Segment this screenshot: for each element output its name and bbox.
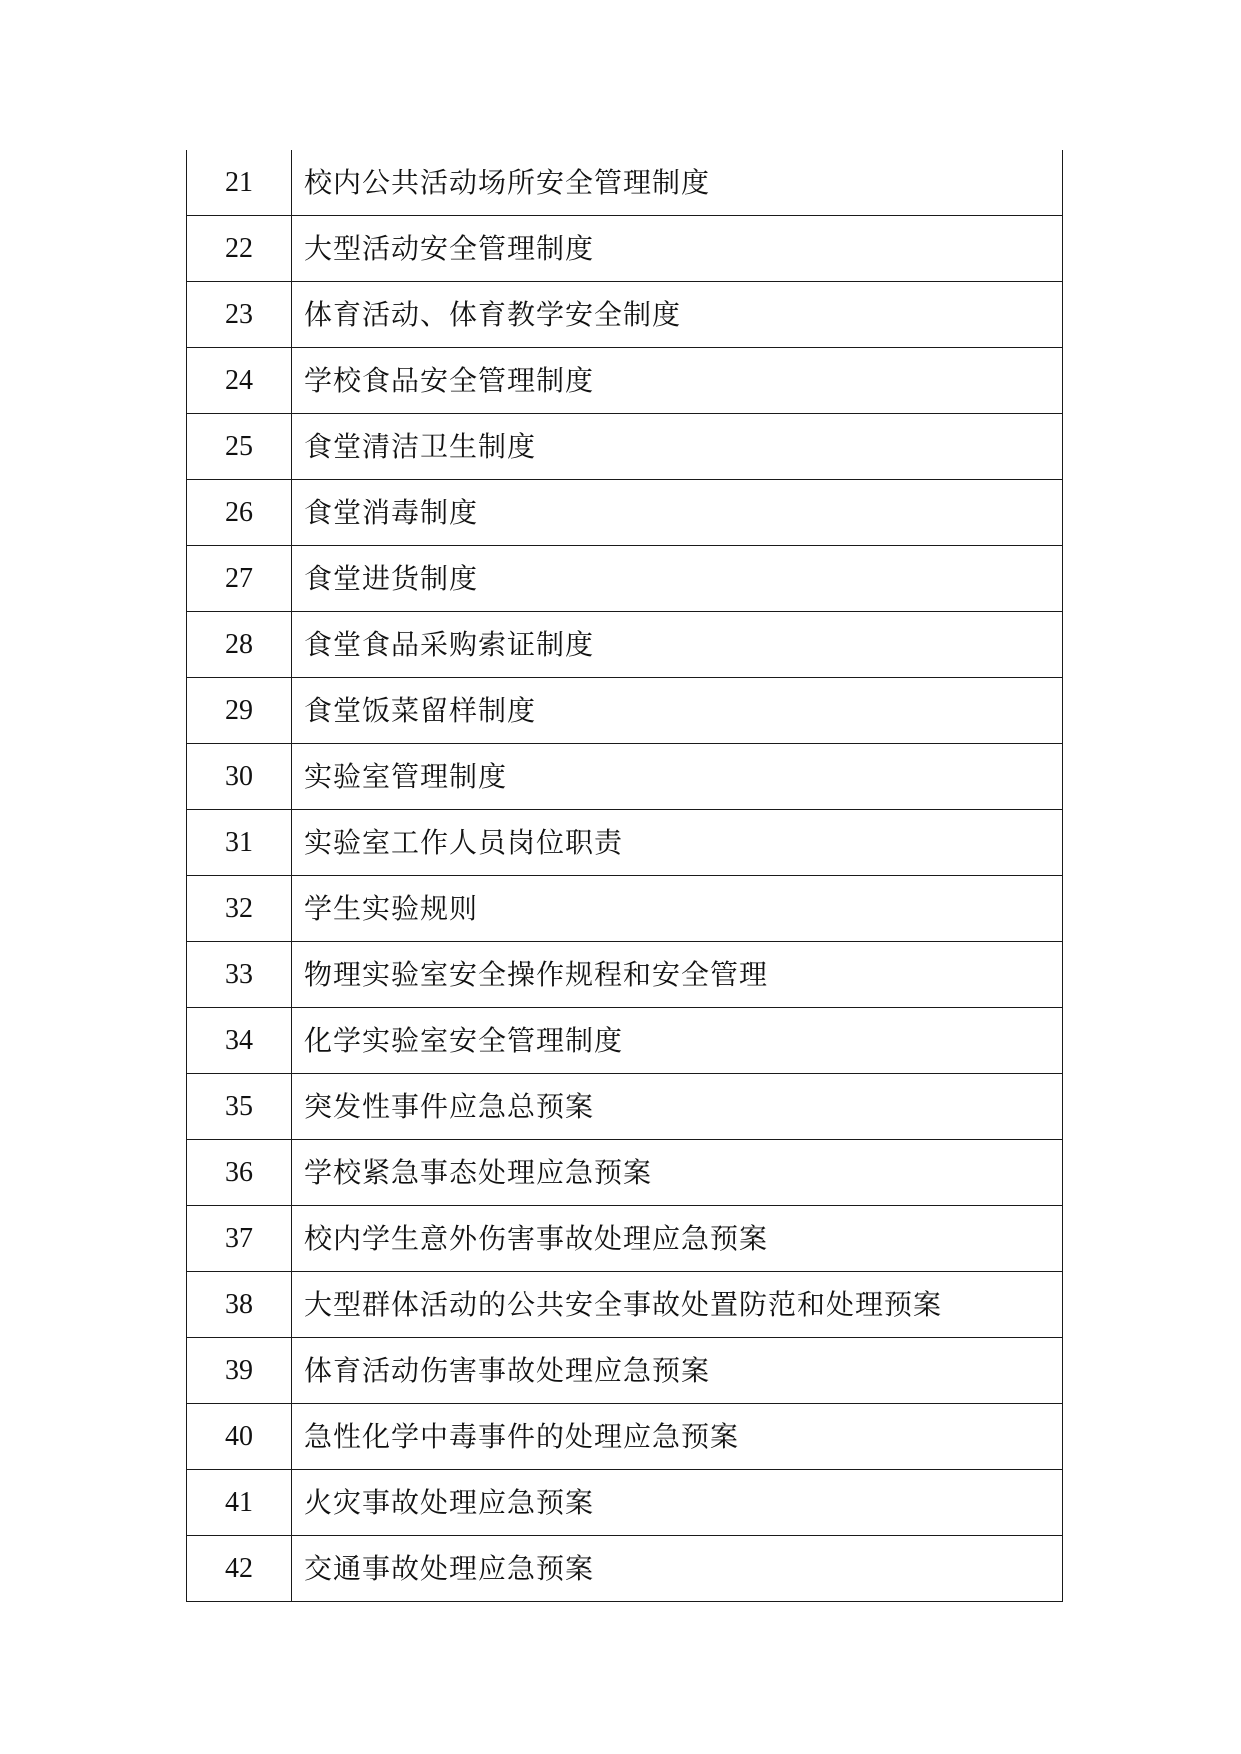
table-row <box>187 1470 1063 1536</box>
row-title: 实验室管理制度 <box>292 744 1063 810</box>
row-title: 体育活动、体育教学安全制度 <box>292 282 1063 348</box>
table-row <box>187 1536 1063 1602</box>
table-row <box>187 876 1063 942</box>
row-title: 食堂饭菜留样制度 <box>292 678 1063 744</box>
row-title: 校内公共活动场所安全管理制度 <box>292 150 1063 216</box>
row-title: 食堂消毒制度 <box>292 480 1063 546</box>
row-title: 化学实验室安全管理制度 <box>292 1008 1063 1074</box>
table-row <box>187 612 1063 678</box>
row-title: 学校食品安全管理制度 <box>292 348 1063 414</box>
row-number: 33 <box>187 942 292 1008</box>
table-row <box>187 678 1063 744</box>
table-row <box>187 942 1063 1008</box>
table-row <box>187 1272 1063 1338</box>
row-number: 21 <box>187 150 292 216</box>
row-number: 34 <box>187 1008 292 1074</box>
table-row <box>187 546 1063 612</box>
row-number: 35 <box>187 1074 292 1140</box>
row-number: 38 <box>187 1272 292 1338</box>
regulations-table <box>186 150 1063 1602</box>
row-number: 26 <box>187 480 292 546</box>
table-row <box>187 1008 1063 1074</box>
row-title: 食堂食品采购索证制度 <box>292 612 1063 678</box>
row-title: 食堂进货制度 <box>292 546 1063 612</box>
table-row <box>187 414 1063 480</box>
row-number: 28 <box>187 612 292 678</box>
row-title: 学生实验规则 <box>292 876 1063 942</box>
row-number: 29 <box>187 678 292 744</box>
table-row <box>187 1206 1063 1272</box>
row-number: 22 <box>187 216 292 282</box>
table-row <box>187 744 1063 810</box>
row-title: 火灾事故处理应急预案 <box>292 1470 1063 1536</box>
row-number: 27 <box>187 546 292 612</box>
row-number: 39 <box>187 1338 292 1404</box>
row-number: 25 <box>187 414 292 480</box>
table-row <box>187 150 1063 216</box>
row-number: 31 <box>187 810 292 876</box>
row-number: 30 <box>187 744 292 810</box>
table-row <box>187 216 1063 282</box>
table-body <box>187 150 1063 1602</box>
table-row <box>187 810 1063 876</box>
table-row <box>187 1074 1063 1140</box>
row-title: 突发性事件应急总预案 <box>292 1074 1063 1140</box>
table-row <box>187 1404 1063 1470</box>
row-number: 37 <box>187 1206 292 1272</box>
row-title: 大型群体活动的公共安全事故处置防范和处理预案 <box>292 1272 1063 1338</box>
row-title: 急性化学中毒事件的处理应急预案 <box>292 1404 1063 1470</box>
row-title: 大型活动安全管理制度 <box>292 216 1063 282</box>
table-row <box>187 348 1063 414</box>
row-number: 40 <box>187 1404 292 1470</box>
row-title: 体育活动伤害事故处理应急预案 <box>292 1338 1063 1404</box>
row-title: 物理实验室安全操作规程和安全管理 <box>292 942 1063 1008</box>
table-row <box>187 282 1063 348</box>
table-row <box>187 1140 1063 1206</box>
row-number: 42 <box>187 1536 292 1602</box>
row-number: 24 <box>187 348 292 414</box>
table-row <box>187 480 1063 546</box>
row-title: 校内学生意外伤害事故处理应急预案 <box>292 1206 1063 1272</box>
row-title: 学校紧急事态处理应急预案 <box>292 1140 1063 1206</box>
row-title: 实验室工作人员岗位职责 <box>292 810 1063 876</box>
table-row <box>187 1338 1063 1404</box>
row-title: 交通事故处理应急预案 <box>292 1536 1063 1602</box>
row-number: 32 <box>187 876 292 942</box>
row-number: 41 <box>187 1470 292 1536</box>
row-number: 23 <box>187 282 292 348</box>
row-number: 36 <box>187 1140 292 1206</box>
row-title: 食堂清洁卫生制度 <box>292 414 1063 480</box>
